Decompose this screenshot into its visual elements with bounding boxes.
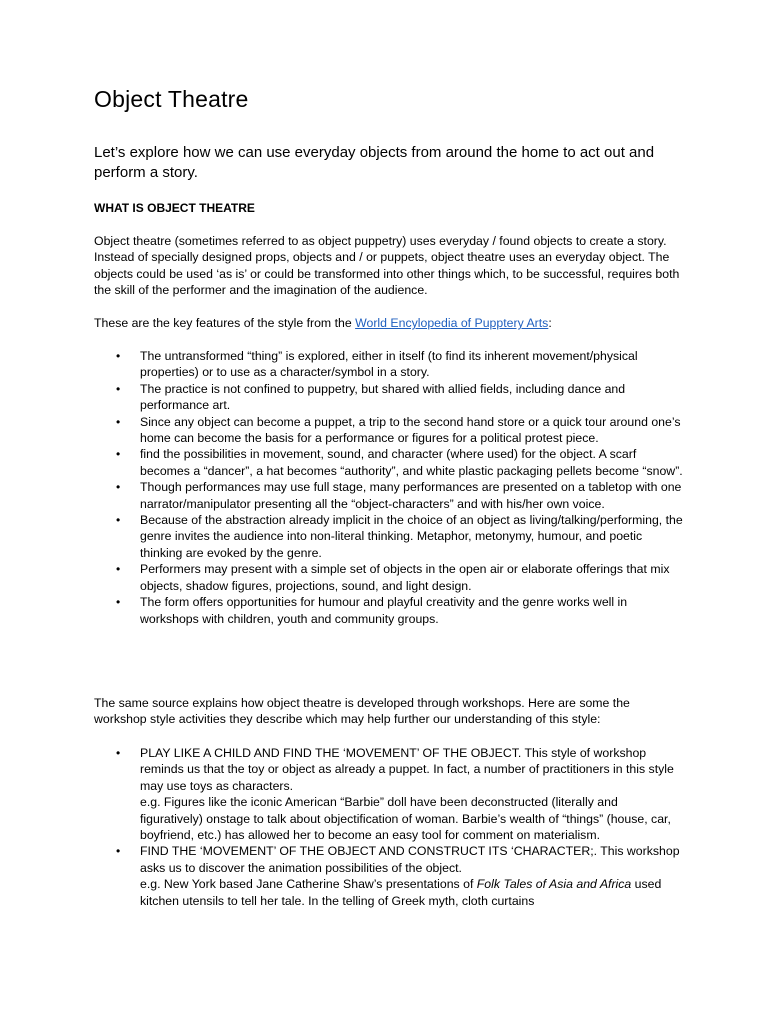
list-item-text: Though performances may use full stage, many performances are presented on a tabletop with one narrator/manipulator presenting all the “object-characters” and with his/her own voice. [140,480,682,511]
list-item [94,348,684,381]
example-title: Folk Tales of Asia and Africa [476,877,632,892]
encyclopedia-link[interactable]: World Encylopedia of Pupptery Arts [355,316,549,330]
list-item-text: The form offers opportunities for humour and playful creativity and the genre works well in workshops with children, youth and community groups. [140,595,628,626]
bullet-icon: • [116,513,121,528]
bullet-icon: • [116,595,121,610]
list-item [94,594,684,627]
features-intro-colon: : [548,316,552,330]
workshops-list [94,745,684,909]
bullet-icon: • [116,381,121,396]
features-intro [94,315,684,331]
list-item [94,512,684,561]
list-item-text: Since any object can become a puppet, a trip to the second hand store or a quick tour around one’s home can become the basis for a performance or figures for a political protest piece. [140,414,681,446]
page-title: Object Theatre [94,86,249,112]
workshop-example [140,876,684,909]
list-item [94,381,684,414]
example-text-continued: used kitchen utensils to tell her tale. In the telling of Greek myth, cloth curtains [140,877,662,908]
list-item [94,414,684,447]
section-heading: WHAT IS OBJECT THEATRE [94,201,255,215]
workshop-text: PLAY LIKE A CHILD AND FIND THE ‘MOVEMENT’ OF THE OBJECT. This style of workshop reminds us that the toy or object as already a puppet. In fact, a number of practitioners in this style may use toys as characters. [140,746,674,793]
bullet-icon: • [116,349,121,363]
bullet-icon: • [116,447,121,462]
example-text: e.g. New York based Jane Catherine Shaw’s presentations of [140,877,477,892]
intro-paragraph: Object theatre (sometimes referred to as object puppetry) uses everyday / found objects to create a story. Instead of specially designed props, objects and / or puppets, object theatre uses an everyday object. The objects could be used ‘as is’ or could be transformed into other things which, to be successful, requires both the skill of the performer and the imagination of the audience. [94,234,680,298]
bullet-icon: • [116,480,121,495]
features-intro-text: These are the key features of the style from the [94,316,356,330]
bullet-icon: • [116,414,121,429]
list-item [94,446,684,479]
list-item-text: Performers may present with a simple set of objects in the open air or elaborate offerings that mix objects, shadow figures, projections, sound, and light design. [140,562,670,593]
bullet-icon: • [116,746,121,760]
list-item-text: find the possibilities in movement, sound, and character (where used) for the object. A scarf becomes a “dancer”, a hat becomes “authority”, and white plastic packaging pellets become “snow”. [140,447,683,478]
workshop-paragraph: The same source explains how object theatre is developed through workshops. Here are some the workshop style activities they describe which may help further our understanding of this style: [94,696,630,727]
list-item-text: The practice is not confined to puppetry, but shared with allied fields, including dance and performance art. [140,381,626,413]
list-item [94,479,684,512]
workshop-text: FIND THE ‘MOVEMENT’ OF THE OBJECT AND CONSTRUCT ITS ‘CHARACTER;. This workshop asks us to discover the animation possibilities of the object. [140,844,680,875]
list-item-text: The untransformed “thing” is explored, either in itself (to find its inherent movement/physical properties) or to use as a character/symbol in a story. [140,349,638,380]
bullet-icon: • [116,562,121,577]
page-subtitle: Let’s explore how we can use everyday objects from around the home to act out and perform a story. [94,144,655,181]
workshop-example: e.g. Figures like the iconic American “Barbie” doll have been deconstructed (literally and figuratively) onstage to talk about objectification of woman. Barbie’s wealth of “things” (house, car, boyfriend, etc.) has allowed her to become an easy tool for comment on materialism. [140,795,671,843]
list-item [94,745,684,843]
bullet-icon: • [116,844,121,859]
list-item [94,843,684,909]
list-item-text: Because of the abstraction already implicit in the choice of an object as living/talking/performing, the genre invites the audience into non-literal thinking. Metaphor, metonymy, humour, and poetic thinking are evoked by the genre. [140,513,683,560]
list-item [94,561,684,594]
features-list [94,348,684,627]
